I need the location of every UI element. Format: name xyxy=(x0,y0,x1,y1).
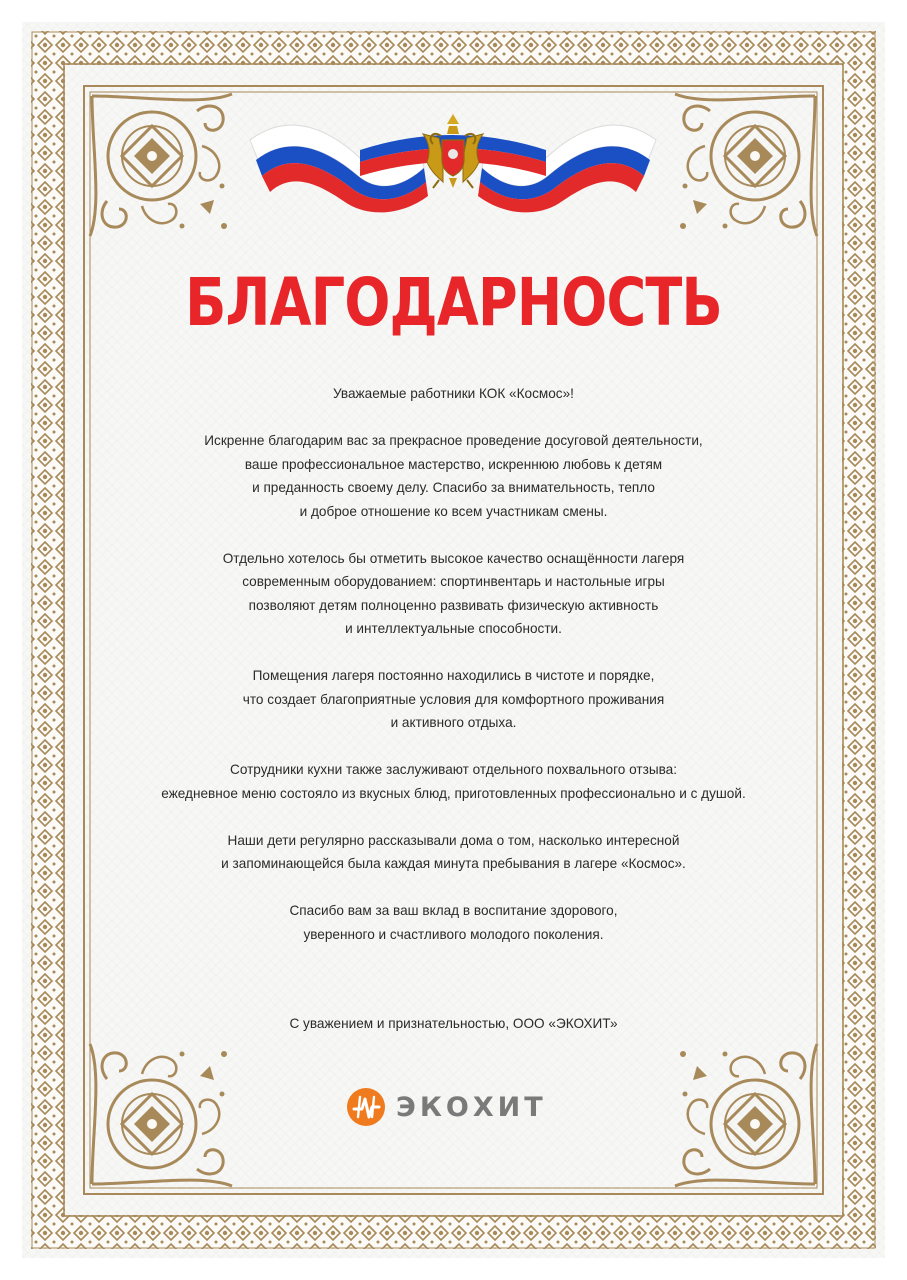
paragraph-line: что создает благоприятные условия для комфортного проживания xyxy=(242,691,665,707)
signature: С уважением и признательностью, ООО «ЭКОХИТ» xyxy=(289,1016,618,1031)
paragraph-line: и доброе отношение ко всем участникам смены. xyxy=(299,503,608,519)
paragraph-line: позволяют детям полноценно развивать физическую активность xyxy=(248,597,659,613)
coat-of-arms-icon xyxy=(423,114,483,188)
paragraph-line: Спасибо вам за ваш вклад в воспитание здорового, xyxy=(289,903,618,918)
paragraph-3 xyxy=(0,664,907,735)
greeting: Уважаемые работники КОК «Космос»! xyxy=(333,386,574,401)
corner-ornament-bottom-left xyxy=(90,1044,232,1186)
paragraph-6 xyxy=(0,899,907,946)
paragraph-1 xyxy=(0,429,907,523)
paragraph-line: Помещения лагеря постоянно находились в чистоте и порядке, xyxy=(252,668,655,683)
page-title: БЛАГОДАРНОСТЬ xyxy=(185,264,722,341)
paragraph-line: Сотрудники кухни также заслуживают отдельного похвального отзыва: xyxy=(230,762,677,777)
paragraph-line: современным оборудованием: спортинвентарь и настольные игры xyxy=(242,574,665,589)
paragraph-line: ваше профессиональное мастерство, искреннюю любовь к детям xyxy=(244,456,663,472)
logo-text: ЭКОХИТ xyxy=(396,1091,547,1123)
paragraph-line: Отдельно хотелось бы отметить высокое качество оснащённости лагеря xyxy=(222,550,685,566)
paragraph-4 xyxy=(0,758,907,805)
ecohit-logo-icon xyxy=(346,1087,386,1127)
paragraph-2 xyxy=(0,547,907,641)
corner-ornament-top-left xyxy=(90,94,232,236)
paragraph-line: и запоминающейся была каждая минута пребывания в лагере «Космос». xyxy=(221,856,686,871)
company-logo xyxy=(346,1085,547,1129)
paragraph-line: ежедневное меню состояло из вкусных блюд, приготовленных профессионально и с душой. xyxy=(161,785,746,801)
corner-ornament-bottom-right xyxy=(675,1044,817,1186)
corner-ornament-top-right xyxy=(675,94,817,236)
letter-body xyxy=(0,382,907,970)
paragraph-line: Искренне благодарим вас за прекрасное проведение досуговой деятельности, xyxy=(204,433,703,448)
paragraph-line: и интеллектуальные способности. xyxy=(345,621,562,636)
paragraph-line: и преданность своему делу. Спасибо за внимательность, тепло xyxy=(252,480,655,495)
paragraph-line: уверенного и счастливого молодого поколения. xyxy=(303,926,604,942)
paragraph-5 xyxy=(0,829,907,876)
paragraph-line: Наши дети регулярно рассказывали дома о том, насколько интересной xyxy=(227,832,680,848)
paragraph-line: и активного отдыха. xyxy=(390,715,517,730)
